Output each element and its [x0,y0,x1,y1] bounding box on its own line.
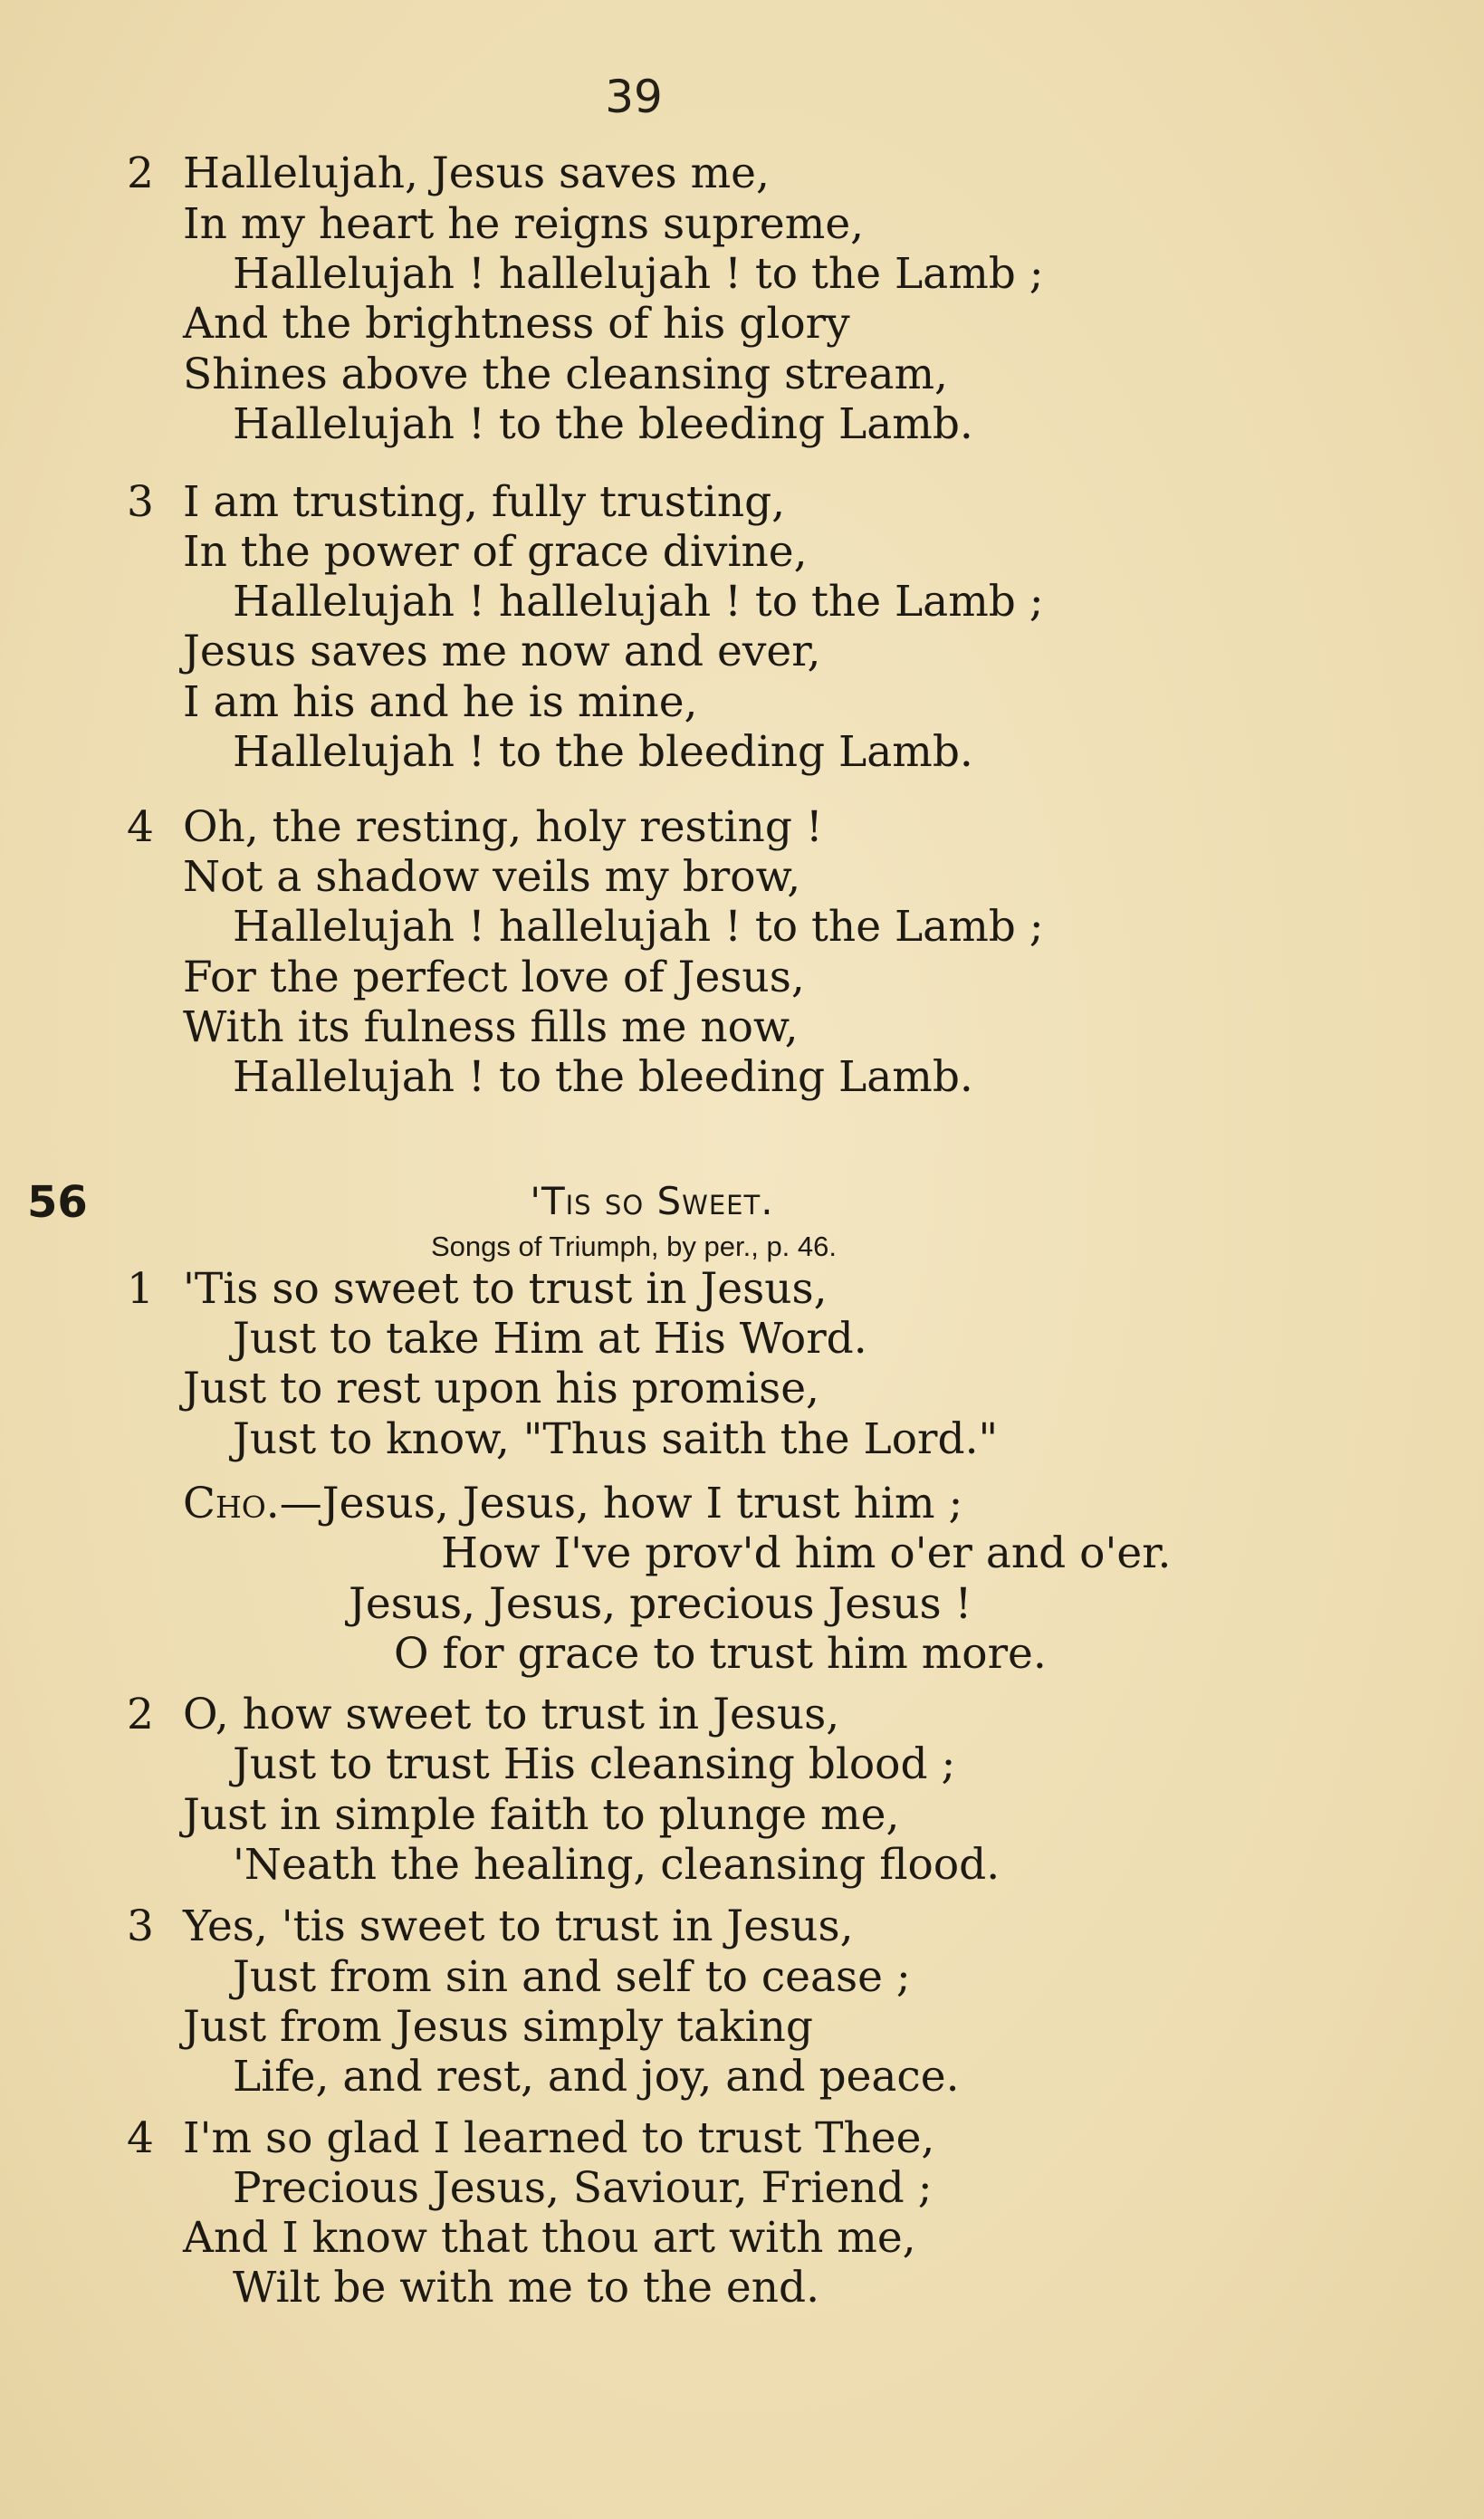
verse-line: 'Tis so sweet to trust in Jesus, [183,1264,828,1314]
verse-line: Just to know, "Thus saith the Lord." [233,1414,999,1464]
chorus-label: Cho. [183,1479,280,1528]
page-number: 39 [605,71,663,123]
verse-line: 'Neath the healing, cleansing flood. [233,1840,1001,1890]
verse-line: I am trusting, fully trusting, [183,477,786,527]
verse-line: Just to rest upon his promise, [183,1364,819,1413]
verse-line: In the power of grace divine, [183,527,808,577]
verse-line: Hallelujah ! hallelujah ! to the Lamb ; [233,902,1044,952]
verse-line: Just from Jesus simply taking [183,2002,813,2052]
verse-line: Hallelujah ! hallelujah ! to the Lamb ; [233,577,1044,627]
verse-line: Wilt be with me to the end. [233,2263,820,2313]
verse-line: O, how sweet to trust in Jesus, [183,1690,840,1739]
verse-line: Not a shadow veils my brow, [183,852,801,902]
verse-line: For the perfect love of Jesus, [183,953,805,1002]
chorus-line [183,1479,963,1528]
verse-number: 4 [127,802,154,852]
verse-line: Precious Jesus, Saviour, Friend ; [233,2163,933,2213]
verse-line: Hallelujah ! hallelujah ! to the Lamb ; [233,249,1044,299]
verse-line: Jesus saves me now and ever, [183,627,821,676]
verse-line: And the brightness of his glory [183,299,850,349]
verse-line: Hallelujah ! to the bleeding Lamb. [233,727,973,777]
chorus-line: How I've prov'd him o'er and o'er. [441,1528,1172,1578]
verse-number: 4 [127,2113,154,2163]
verse-line: Just in simple faith to plunge me, [183,1790,900,1840]
verse-line: Hallelujah ! to the bleeding Lamb. [233,399,973,449]
hymn-source: Songs of Triumph, by per., p. 46. [430,1231,838,1262]
verse-line: Oh, the resting, holy resting ! [183,802,823,852]
verse-number: 2 [127,148,154,198]
verse-line: I'm so glad I learned to trust Thee, [183,2113,935,2163]
verse-line: With its fulness fills me now, [183,1002,799,1052]
chorus-line: O for grace to trust him more. [394,1629,1047,1679]
hymn-title: 'Tis so Sweet. [530,1179,774,1223]
hymn-number: 56 [27,1177,88,1228]
verse-number: 1 [127,1264,154,1314]
verse-line: Yes, 'tis sweet to trust in Jesus, [183,1901,854,1951]
verse-line: In my heart he reigns supreme, [183,199,865,249]
verse-line: Life, and rest, and joy, and peace. [233,2052,960,2102]
verse-number: 3 [127,477,154,527]
verse-line: Just to take Him at His Word. [233,1314,867,1364]
verse-line: Hallelujah ! to the bleeding Lamb. [233,1052,973,1102]
chorus-first-line: —Jesus, Jesus, how I trust him ; [279,1479,963,1528]
verse-line: Just from sin and self to cease ; [233,1952,911,2002]
verse-line: Just to trust His cleansing blood ; [233,1739,956,1789]
chorus-line: Jesus, Jesus, precious Jesus ! [349,1579,972,1629]
verse-number: 2 [127,1690,154,1739]
verse-line: Hallelujah, Jesus saves me, [183,148,770,198]
verse-line: And I know that thou art with me, [183,2213,916,2263]
verse-line: Shines above the cleansing stream, [183,350,948,399]
verse-number: 3 [127,1901,154,1951]
verse-line: I am his and he is mine, [183,677,698,727]
